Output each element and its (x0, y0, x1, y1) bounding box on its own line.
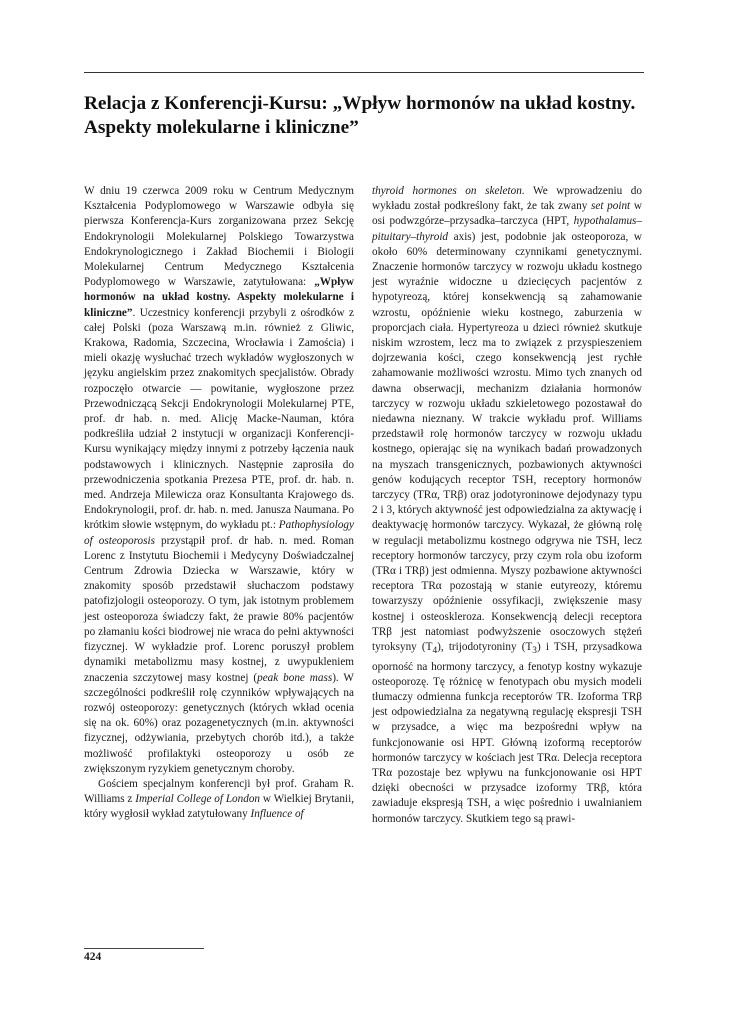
subscript: 3 (532, 646, 537, 657)
text-run: ), trijodotyroniny (T (437, 641, 533, 654)
article-title-line-2: Aspekty molekularne i kliniczne” (84, 117, 359, 138)
header-rule (84, 72, 644, 73)
text-run: . We wprowadzeniu do wykładu został podkreślony fakt, że tak zwany (372, 185, 642, 213)
left-column (84, 184, 354, 823)
text-run: Gościem specjalnym konferencji był prof. Graham R. Williams z (84, 777, 354, 806)
text-run: ) i TSH, przysadkowa oporność na hormony tarczycy, a fenotyp kostny wykazuje osteoporozę. Tę różnicę w fenotypach obu mysich modeli tłumaczy odmienna funkcja receptorów TR. Izoforma TRβ jest odpowiedzialna za negatywną regulację ekspresji TSH w przysadce, a więc ma bezpośredni wpływ na funkcjonowanie osi HPT. Główną izoformą receptorów hormonów tarczycy w kościach jest TRα. Delecja receptora TRα pozostaje bez wpływu na funkcjonowanie osi HPT dzięki obecności w przysadce izoformy TRβ, która zawiaduje ekspresją TSH, a więc pośrednio i uwalnianiem hormonów tarczycy. Skutkiem tego są prawi- (372, 641, 643, 825)
text-run: . Uczestnicy konferencji przybyli z ośrodków z całej Polski (poza Warszawą m.in. również z Gliwic, Krakowa, Radomia, Szczecina, Wrocławia i Zamościa) i mieli okazję wysłuchać trzech wykładów wygłoszonych w języku angielskim przez znakomitych specjalistów. Obrady rozpoczęło otwarcie — powitanie, wygłoszone przez Przewodniczącą Sekcji Endokrynologii Molekularnej PTE, prof. dr hab. n. med. Alicję Macke-Nauman, która podkreśliła udział 2 instytucji w organizacji Konferencji-Kursu wynikający między innymi z potrzeby łączenia nauk podstawowych i klinicznych. Następnie zaprosiła do przewodniczenia spotkania Prezesa PTE, prof. dr. hab. n. med. Andrzeja Milewicza oraz Konsultanta Krajowego ds. Endokrynologii, prof. dr. hab. n. med. Janusza Naumana. Po krótkim słowie wstępnym, do wykładu pt.: (84, 306, 355, 532)
term-italic: set point (591, 200, 631, 213)
article-title (84, 92, 654, 140)
right-column (372, 184, 642, 827)
page-number: 424 (84, 951, 102, 963)
subscript: 4 (432, 646, 438, 657)
term-italic: hypothalamus–pituitary–thyroid (372, 215, 642, 243)
lecture-title-italic: Pathophysiology of osteoporosis (84, 519, 354, 547)
institution-italic: Imperial College of London (135, 793, 261, 806)
text-run: w Wielkiej Brytanii, który wygłosił wykład zatytułowany (84, 793, 354, 821)
text-run: W dniu 19 czerwca 2009 roku w Centrum Medycznym Kształcenia Podyplomowego w Warszawie odbyła się pierwsza Konferencja-Kurs zorganizowana przez Sekcję Endokrynologii Molekularnej Polskiego Towarzystwa Endokrynologicznego i Zakład Biochemii i Biologii Molekularnej Centrum Medycznego Kształcenia Podyplomowego w Warszawie, zatytułowana: (84, 185, 354, 289)
paragraph-1 (84, 184, 354, 777)
article-title-line-1: Relacja z Konferencji-Kursu: „Wpływ hormonów na układ kostny. (84, 93, 636, 114)
conference-title-bold: „Wpływ hormonów na układ kostny. Aspekty molekularne i kliniczne” (84, 276, 354, 319)
text-run: ). W szczególności podkreślił rolę czynników wpływających na rozwój osteoporozy: genetycznych (których wkład ocenia się na ok. 60%) oraz pozagenetycznych (m.in. aktywności fizycznej, odżywiania, przebytych chorób itd.), a także możliwość profilaktyki osteoporozy u osób ze zwiększonym ryzykiem genetycznym choroby. (84, 671, 354, 775)
term-italic: peak bone mass (257, 671, 333, 684)
text-run: w osi podwzgórze–przysadka–tarczyca (HPT, (372, 200, 642, 228)
text-run: przystąpił prof. dr hab. n. med. Roman Lorenc z Instytutu Biochemii i Medycyny Doświadczalnej Centrum Zdrowia Dziecka w Warszawie, który w znakomity sposób przedstawił słuchaczom podstawy patofizjologii osteoporozy. O tym, jak istotnym problemem jest osteoporoza świadczy fakt, że prawie 80% pacjentów po złamaniu kości biodrowej nie wraca do pełni aktywności fizycznej. W wykładzie prof. Lorenc poruszył problem dynamiki metabolizmu masy kostnej, z uwypukleniem znaczenia szczytowej masy kostnej ( (84, 534, 354, 684)
lecture-title-italic: thyroid hormones on skeleton (372, 185, 522, 197)
lecture-title-italic: Influence of (250, 808, 304, 821)
paragraph-3 (372, 184, 642, 827)
text-run: axis) jest, podobnie jak osteoporoza, w około 60% determinowany czynnikami genetycznymi. Znaczenie hormonów tarczycy w rozwoju układu kostnego jest wyraźnie widoczne u dziecięcych pacjentów z hypotyreozą, której konsekwencją są zahamowanie wzrostu, opóźnienie wieku kostnego, zaburzenia w proporcjach ciała. Hypertyreoza u dzieci również skutkuje niskim wzrostem, lecz ma to związek z przyspieszeniem dojrzewania kości, czego konsekwencją jest rychłe zahamowanie możliwości wzrostu. Mimo tych znanych od dawna obserwacji, mechanizm działania hormonów tarczycy w rozwoju układu szkieletowego pozostawał do niedawna nieznany. W trakcie wykładu prof. Williams przedstawił rolę hormonów tarczycy w rozwoju układu kostnego, opierając się na wynikach badań prowadzonych na myszach transgenicznych, pozbawionych aktywności genów kodujących receptor TSH, receptory hormonów tarczycy (TRα, TRβ) oraz jodotyroninowe dejodynazy typu 2 i 3, których aktywność jest odpowiedzialna za aktywację i deaktywację hormonów tarczycy. Wykazał, że główną rolę w regulacji metabolizmu kostnego odgrywa nie TSH, lecz receptory hormonów tarczycy, przy czym rola obu izoform (TRα i TRβ) jest odmienna. Myszy pozbawione aktywności receptora TRα pozostają w stanie eutyreozy, któremu towarzyszy opóźnienie ossyfikacji, zwiększenie masy kostnej i osteosklerozа. Konsekwencją delecji receptora TRβ jest natomiast podwyższenie osoczowych stężeń tyroksyny (T (372, 230, 642, 654)
paragraph-2 (84, 777, 354, 823)
footer-rule (84, 948, 204, 949)
